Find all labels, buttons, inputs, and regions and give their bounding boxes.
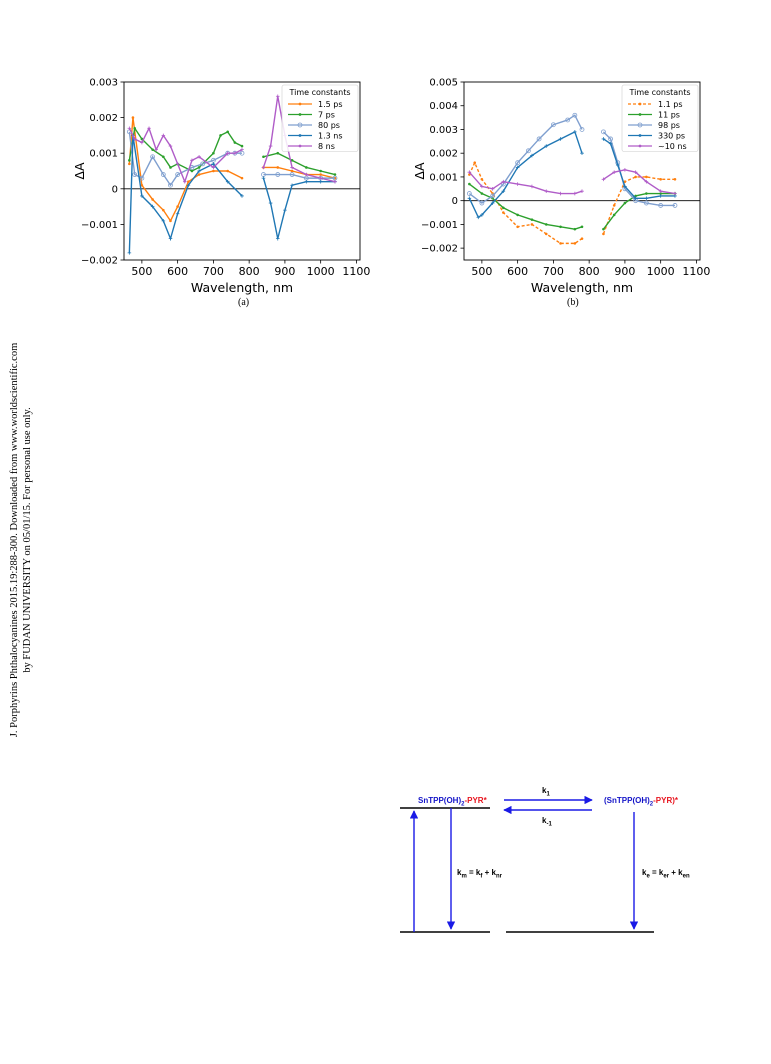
data-point — [151, 148, 154, 151]
data-point — [176, 212, 180, 216]
data-point — [674, 178, 677, 181]
data-point — [516, 214, 519, 217]
left-decay-rate-label: $k_m = k_f + k_{nr}$ — [457, 868, 502, 880]
left-state-label: $SnTPP(OH)_2-PYR*$ — [418, 796, 487, 808]
data-point — [128, 251, 132, 255]
data-point — [276, 94, 280, 98]
legend-title: Time constants — [289, 88, 351, 97]
data-point — [559, 242, 562, 245]
x-tick-label: 1100 — [682, 265, 711, 278]
data-point — [580, 189, 584, 193]
data-point — [187, 180, 190, 183]
data-point — [128, 159, 131, 162]
x-tick-label: 700 — [542, 265, 564, 278]
x-tick-label: 900 — [274, 265, 296, 278]
data-point — [132, 116, 135, 119]
data-point — [581, 225, 584, 228]
data-point — [624, 202, 627, 205]
data-point — [276, 237, 280, 241]
legend-label: 7 ps — [318, 110, 335, 120]
x-tick-label: 900 — [614, 265, 636, 278]
series-line — [469, 184, 582, 229]
x-tick-label: 700 — [202, 265, 224, 278]
data-point — [276, 152, 279, 155]
data-point — [468, 183, 471, 186]
data-point — [613, 214, 616, 217]
y-tick-label: 0.003 — [89, 77, 118, 89]
x-tick-label: 800 — [578, 265, 600, 278]
caption-b: (b) — [567, 297, 579, 308]
y-tick-label: 0.002 — [89, 113, 118, 125]
data-point — [545, 223, 548, 226]
data-point — [169, 220, 172, 223]
data-point — [169, 166, 172, 169]
side-note-line1: J. Porphyrins Phthalocyanines 2015.19:288-300. Downloaded from www.worldscientific.com — [9, 342, 20, 738]
data-point — [333, 180, 337, 184]
y-tick-label: 0.002 — [429, 148, 458, 160]
series-line — [469, 163, 582, 244]
data-point — [133, 127, 136, 130]
x-tick-label: 600 — [167, 265, 189, 278]
data-point — [290, 183, 294, 187]
data-point — [581, 237, 584, 240]
x-tick-label: 500 — [471, 265, 493, 278]
data-point — [574, 242, 577, 245]
data-point — [673, 192, 677, 196]
data-point — [645, 192, 648, 195]
data-point — [198, 173, 201, 176]
legend-label: 80 ps — [318, 121, 340, 130]
data-point — [212, 170, 215, 173]
legend-label: 8 ns — [318, 142, 335, 151]
data-point — [319, 173, 322, 176]
kinetic-diagram — [380, 770, 720, 950]
data-point — [573, 192, 577, 196]
y-tick-label: 0 — [451, 196, 458, 208]
data-point — [176, 205, 179, 208]
x-tick-label: 1000 — [306, 265, 335, 278]
legend-label: 1.3 ns — [318, 131, 343, 141]
data-point — [574, 228, 577, 231]
reverse-rate-label: $k_{-1}$ — [542, 816, 552, 828]
data-point — [305, 166, 308, 169]
data-point — [516, 225, 519, 228]
legend-marker — [639, 134, 642, 137]
y-tick-label: 0.005 — [429, 77, 458, 89]
x-tick-label: 1100 — [342, 265, 371, 278]
data-point — [128, 163, 131, 166]
data-point — [319, 170, 322, 173]
legend-marker — [299, 134, 302, 137]
data-point — [219, 134, 222, 137]
y-axis-label: ΔA — [72, 162, 87, 180]
data-point — [580, 151, 584, 155]
legend — [282, 85, 358, 152]
data-point — [212, 152, 215, 155]
y-tick-label: −0.001 — [80, 219, 118, 231]
data-point — [623, 168, 627, 172]
forward-rate-label: $k_1$ — [542, 786, 550, 798]
data-point — [634, 176, 637, 179]
data-point — [234, 141, 237, 144]
y-tick-label: 0.001 — [429, 172, 458, 184]
x-axis-label: Wavelength, nm — [190, 280, 294, 295]
data-point — [291, 170, 294, 173]
data-point — [601, 130, 605, 134]
data-point — [226, 170, 229, 173]
legend-marker — [639, 103, 642, 106]
data-point — [516, 182, 520, 186]
legend-label: 1.5 ps — [318, 100, 343, 109]
side-note-line2: by FUDAN UNIVERSITY on 05/01/15. For personal use only. — [22, 407, 33, 673]
series-line — [263, 178, 335, 239]
data-point — [276, 166, 279, 169]
x-tick-label: 1000 — [646, 265, 675, 278]
data-point — [319, 180, 323, 184]
data-point — [191, 170, 194, 173]
series-line — [469, 132, 582, 217]
series-11-ps — [468, 183, 676, 231]
data-point — [241, 145, 244, 148]
y-tick-label: 0.004 — [429, 101, 458, 113]
data-point — [481, 192, 484, 195]
data-point — [334, 173, 337, 176]
data-point — [659, 194, 663, 198]
data-point — [481, 178, 484, 181]
data-point — [659, 178, 662, 181]
legend-marker — [299, 145, 302, 148]
data-point — [283, 208, 287, 212]
y-tick-label: 0.003 — [429, 124, 458, 136]
data-point — [262, 166, 266, 170]
data-point — [162, 155, 165, 158]
chart-a — [72, 72, 372, 312]
legend-label: 98 ps — [658, 121, 680, 130]
legend — [622, 85, 698, 152]
legend-label: 11 ps — [658, 110, 680, 120]
data-point — [544, 189, 548, 193]
data-point — [502, 211, 505, 214]
x-tick-label: 800 — [238, 265, 260, 278]
legend-marker — [639, 113, 642, 116]
data-point — [262, 155, 265, 158]
chart-b — [412, 72, 712, 312]
data-point — [531, 223, 534, 226]
series-line — [469, 115, 582, 203]
data-point — [162, 209, 165, 212]
y-axis-label: ΔA — [412, 162, 427, 180]
x-axis-label: Wavelength, nm — [530, 280, 634, 295]
series--10-ns — [468, 168, 677, 195]
data-point — [241, 177, 244, 180]
y-tick-label: −0.002 — [80, 255, 118, 267]
data-point — [602, 233, 605, 236]
data-point — [502, 206, 505, 209]
data-point — [226, 131, 229, 134]
right-state-label: $(SnTPP(OH)_2-PYR)*$ — [604, 796, 679, 808]
data-point — [530, 185, 534, 189]
data-point — [531, 218, 534, 221]
data-point — [559, 225, 562, 228]
legend-title: Time constants — [629, 88, 691, 97]
series-line — [129, 128, 242, 181]
data-point — [198, 166, 201, 169]
legend-label: 330 ps — [658, 131, 686, 141]
data-point — [269, 201, 273, 205]
right-decay-rate-label: $k_e = k_{er} + k_{en}$ — [642, 868, 690, 880]
y-tick-label: 0 — [111, 184, 118, 196]
data-point — [645, 176, 648, 179]
data-point — [269, 144, 273, 148]
data-point — [602, 228, 605, 231]
data-point — [559, 192, 563, 196]
data-point — [613, 204, 616, 207]
y-tick-label: 0.001 — [89, 148, 118, 160]
data-point — [262, 176, 266, 180]
x-tick-label: 500 — [131, 265, 153, 278]
y-tick-label: −0.001 — [420, 219, 458, 231]
legend-marker — [299, 113, 302, 116]
legend-marker — [299, 103, 302, 106]
legend-label: 1.1 ps — [658, 100, 683, 109]
caption-a: (a) — [238, 297, 250, 308]
data-point — [151, 198, 154, 201]
data-point — [305, 180, 309, 184]
data-point — [473, 161, 476, 164]
y-tick-label: −0.002 — [420, 243, 458, 255]
series-line — [469, 172, 582, 193]
data-point — [645, 196, 649, 200]
legend-label: ~10 ns — [658, 142, 687, 151]
legend-marker — [639, 145, 642, 148]
data-point — [545, 233, 548, 236]
x-tick-label: 600 — [507, 265, 529, 278]
series-line — [129, 135, 242, 252]
